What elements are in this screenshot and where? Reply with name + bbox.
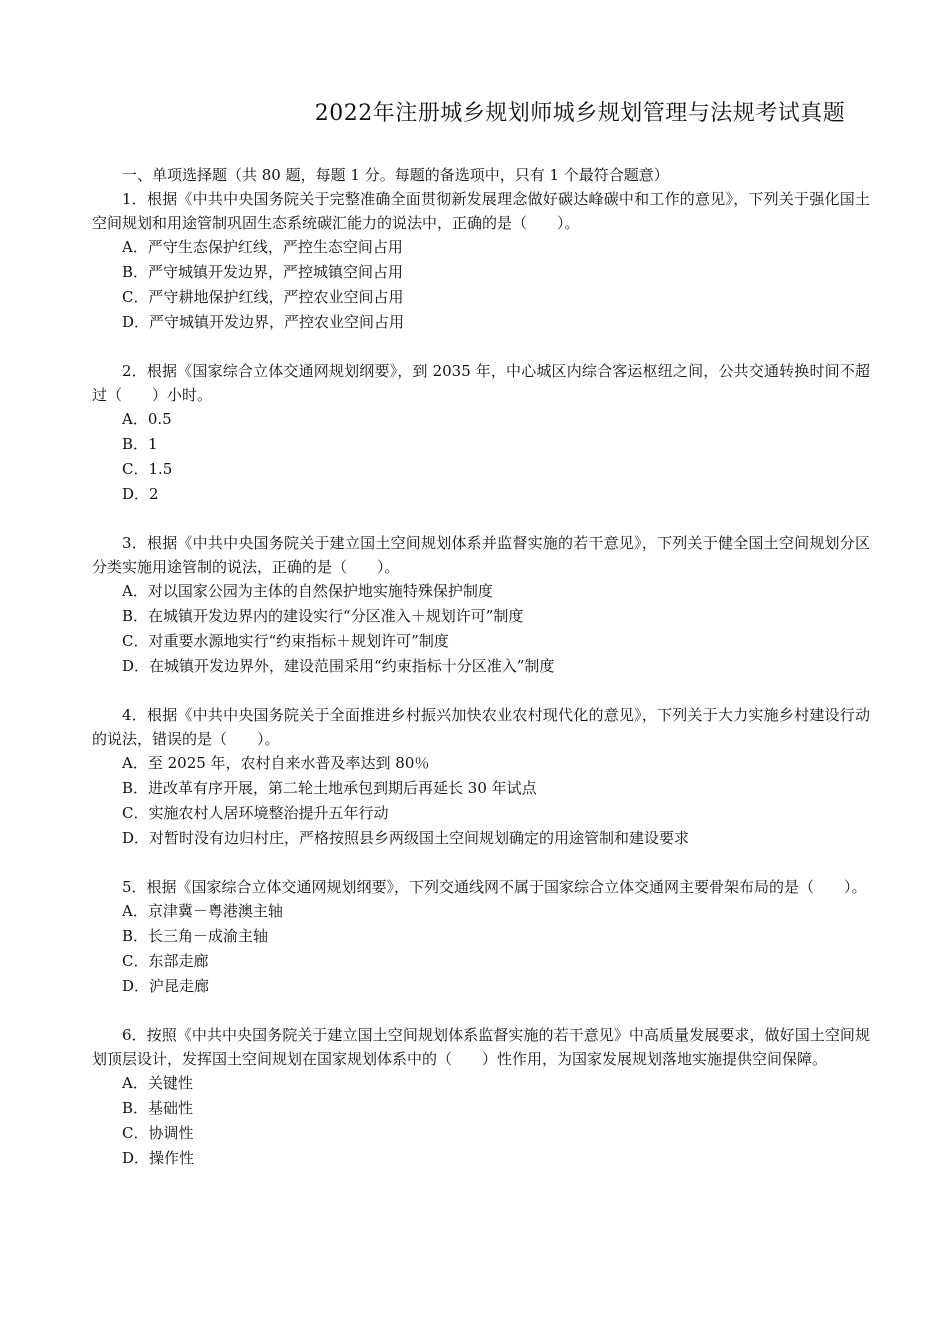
- option-a: A．0.5: [122, 410, 172, 428]
- option-c: C．严守耕地保护红线，严控农业空间占用: [122, 288, 404, 306]
- document-body: [92, 163, 870, 1195]
- question-3: [92, 531, 870, 679]
- option-b: B．1: [122, 435, 158, 453]
- question-6: [92, 1023, 870, 1171]
- question-5: [92, 875, 870, 999]
- question-2: [92, 359, 870, 507]
- section-heading: 一、单项选择题（共 80 题，每题 1 分。每题的备选项中，只有 1 个最符合题意）: [122, 166, 669, 184]
- option-a: A．严守生态保护红线，严控生态空间占用: [122, 238, 403, 256]
- option-d: D．操作性: [122, 1149, 195, 1167]
- document-title: 2022年注册城乡规划师城乡规划管理与法规考试真题: [314, 101, 846, 126]
- option-c: C．1.5: [122, 460, 173, 478]
- option-d: D．对暂时没有边归村庄，严格按照县乡两级国土空间规划确定的用途管制和建设要求: [122, 829, 690, 847]
- option-a: A．对以国家公园为主体的自然保护地实施特殊保护制度: [122, 582, 493, 600]
- option-d: D．2: [122, 485, 159, 503]
- option-b: B．长三角－成渝主轴: [122, 927, 269, 945]
- option-c: C．协调性: [122, 1124, 194, 1142]
- question-text: 3．根据《中共中央国务院关于建立国土空间规划体系并监督实施的若干意见》，下列关于健全国土空间规划分区分类实施用途管制的说法，正确的是（ ）。: [92, 534, 870, 576]
- option-a: A．关键性: [122, 1074, 193, 1092]
- question-text: 5．根据《国家综合立体交通网规划纲要》，下列交通线网不属于国家综合立体交通网主要骨架布局的是（ ）。: [122, 878, 867, 896]
- question-4: [92, 703, 870, 851]
- option-a: A．京津冀－粤港澳主轴: [122, 902, 283, 920]
- option-d: D．在城镇开发边界外，建设范围采用“约束指标十分区准入”制度: [122, 657, 555, 675]
- option-d: D．严守城镇开发边界，严控农业空间占用: [122, 313, 405, 331]
- option-c: C．对重要水源地实行“约束指标＋规划许可”制度: [122, 632, 449, 650]
- question-text: 1．根据《中共中央国务院关于完整准确全面贯彻新发展理念做好碳达峰碳中和工作的意见》，下列关于强化国土空间规划和用途管制巩固生态系统碳汇能力的说法中，正确的是（ ）。: [92, 190, 870, 232]
- question-1: [92, 187, 870, 335]
- option-b: B．进改革有序开展，第二轮土地承包到期后再延长 30 年试点: [122, 779, 537, 797]
- option-c: C．实施农村人居环境整治提升五年行动: [122, 804, 389, 822]
- option-c: C．东部走廊: [122, 952, 209, 970]
- question-text: 6．按照《中共中央国务院关于建立国土空间规划体系监督实施的若干意见》中高质量发展要求，做好国土空间规划顶层设计，发挥国土空间规划在国家规划体系中的（ ）性作用，为国家发展规划落地实施提供空间保障。: [92, 1026, 870, 1068]
- option-b: B．严守城镇开发边界，严控城镇空间占用: [122, 263, 404, 281]
- question-text: 2．根据《国家综合立体交通网规划纲要》，到 2035 年，中心城区内综合客运枢纽之间，公共交通转换时间不超过（ ）小时。: [92, 362, 870, 404]
- question-text: 4．根据《中共中央国务院关于全面推进乡村振兴加快农业农村现代化的意见》，下列关于大力实施乡村建设行动的说法，错误的是（ ）。: [92, 706, 870, 748]
- option-a: A．至 2025 年，农村自来水普及率达到 80％: [122, 754, 430, 772]
- option-d: D．沪昆走廊: [122, 977, 210, 995]
- option-b: B．基础性: [122, 1099, 194, 1117]
- option-b: B．在城镇开发边界内的建设实行“分区准入＋规划许可”制度: [122, 607, 524, 625]
